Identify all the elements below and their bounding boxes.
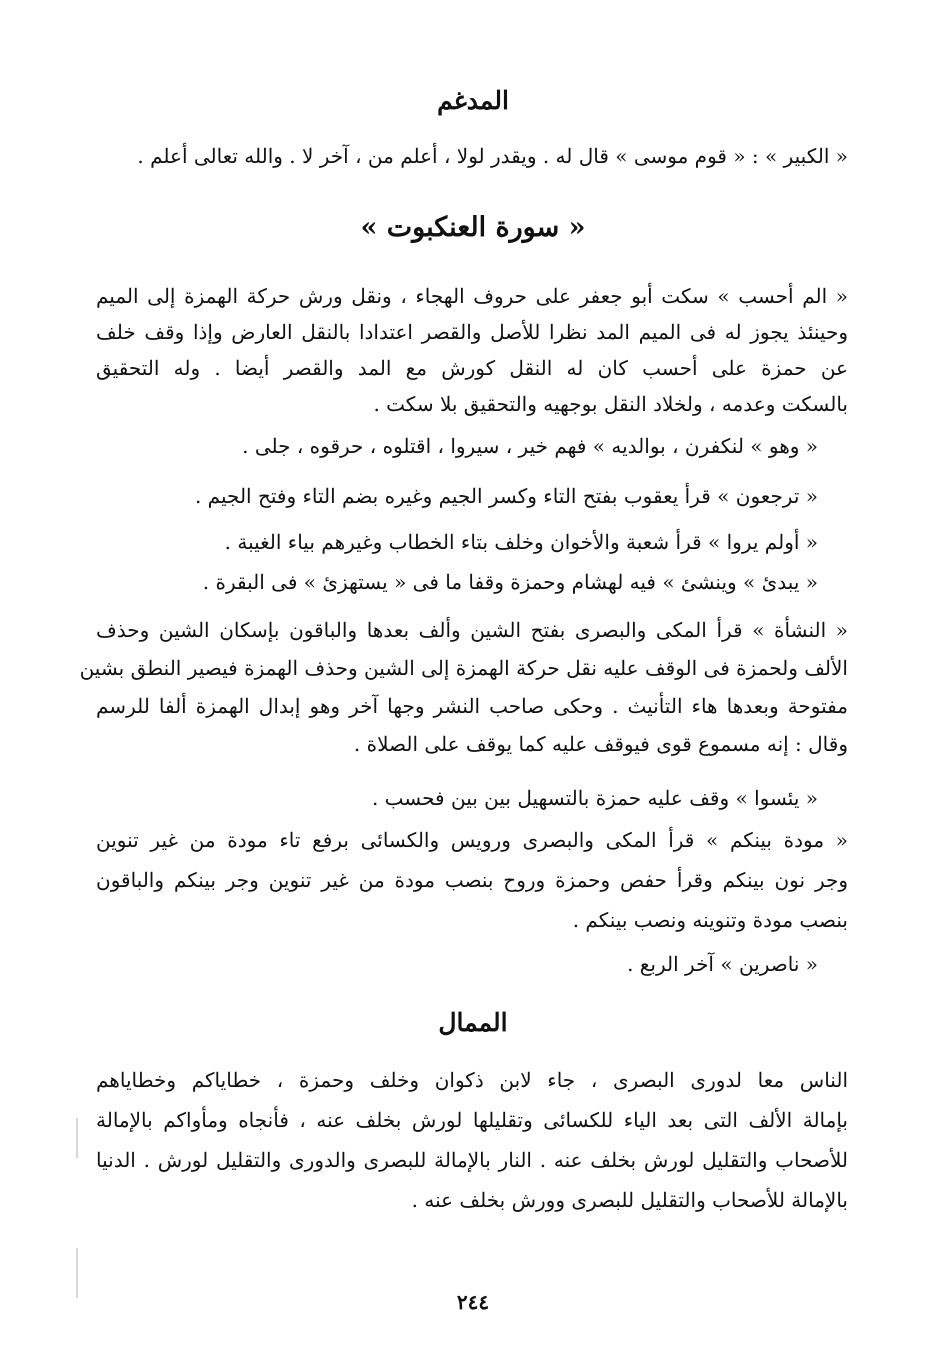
list-item: « يبدئ » وينشئ » فيه لهشام وحمزة وقفا ما فى « يستهزئ » فى البقرة . — [202, 570, 818, 594]
text-line: للأصحاب والتقليل لورش بخلف عنه . النار بالإمالة للبصرى والدورى والتقليل لورش . الدنيا — [96, 1148, 848, 1172]
text-line: « الكبير » : « قوم موسى » قال له . ويقدر لولا ، أعلم من ، آخر لا . والله تعالى أعلم . — [137, 144, 848, 168]
text-line: بالإمالة للأصحاب والتقليل للبصرى وورش بخلف عنه . — [411, 1188, 848, 1212]
list-item: « أولم يروا » قرأ شعبة والأخوان وخلف بتاء الخطاب وغيرهم بياء الغيبة . — [224, 530, 818, 554]
text-line: الناس معا لدورى البصرى ، جاء لابن ذكوان وخلف وحمزة ، خطاياكم وخطاياهم — [96, 1068, 848, 1092]
section-title-mumal: الممال — [438, 1008, 508, 1037]
scan-mark — [76, 1118, 78, 1158]
text-line: بالسكت وعدمه ، ولخلاد النقل بوجهيه والتحقيق بلا سكت . — [373, 392, 848, 416]
text-line: بإمالة الألف التى بعد الياء للكسائى وتقليلها لورش بخلف عنه ، فأنجاه ومأواكم بالإمالة — [96, 1108, 848, 1132]
list-item: « ترجعون » قرأ يعقوب بفتح التاء وكسر الجيم وغيره بضم التاء وفتح الجيم . — [194, 484, 818, 508]
section-title-mudgham: المدغم — [437, 86, 509, 115]
text-line: وقال : إنه مسموع قوى فيوقف عليه كما يوقف على الصلاة . — [353, 732, 848, 756]
page-number: ٢٤٤ — [456, 1290, 490, 1314]
text-line: الألف ولحمزة فى الوقف عليه نقل حركة الهمزة إلى الشين وحذف الهمزة فيصير النطق بشين — [79, 656, 848, 680]
text-line: وحينئذ يجوز له فى الميم المد نظرا للأصل والقصر اعتدادا بالنقل العارض وإذا وقف خلف — [96, 320, 848, 344]
list-item: « يئسوا » وقف عليه حمزة بالتسهيل بين بين فحسب . — [371, 786, 818, 810]
text-line: مفتوحة وبعدها هاء التأنيث . وحكى صاحب النشر وجها آخر وهو إبدال الهمزة ألفا للرسم — [96, 694, 848, 718]
text-line: عن حمزة على أحسب كان له النقل كورش مع المد والقصر أيضا . وله التحقيق — [96, 356, 848, 380]
surah-title: « سورة العنكبوت » — [360, 212, 586, 243]
list-item: « وهو » لنكفرن ، بوالديه » فهم خير ، سيروا ، اقتلوه ، حرقوه ، جلى . — [242, 434, 818, 458]
text-line: « الم أحسب » سكت أبو جعفر على حروف الهجاء ، ونقل ورش حركة الهمزة إلى الميم — [96, 284, 848, 308]
scan-mark — [76, 1248, 78, 1298]
text-line: وجر نون بينكم وقرأ حفص وحمزة وروح بنصب مودة من غير تنوين وجر بينكم والباقون — [96, 868, 848, 892]
text-line: « النشأة » قرأ المكى والبصرى بفتح الشين وألف بعدها والباقون بإسكان الشين وحذف — [96, 618, 849, 642]
text-line: بنصب مودة وتنوينه ونصب بينكم . — [572, 908, 848, 932]
text-line: « مودة بينكم » قرأ المكى والبصرى ورويس والكسائى برفع تاء مودة من غير تنوين — [96, 828, 848, 852]
list-item: « ناصرين » آخر الربع . — [627, 952, 818, 976]
